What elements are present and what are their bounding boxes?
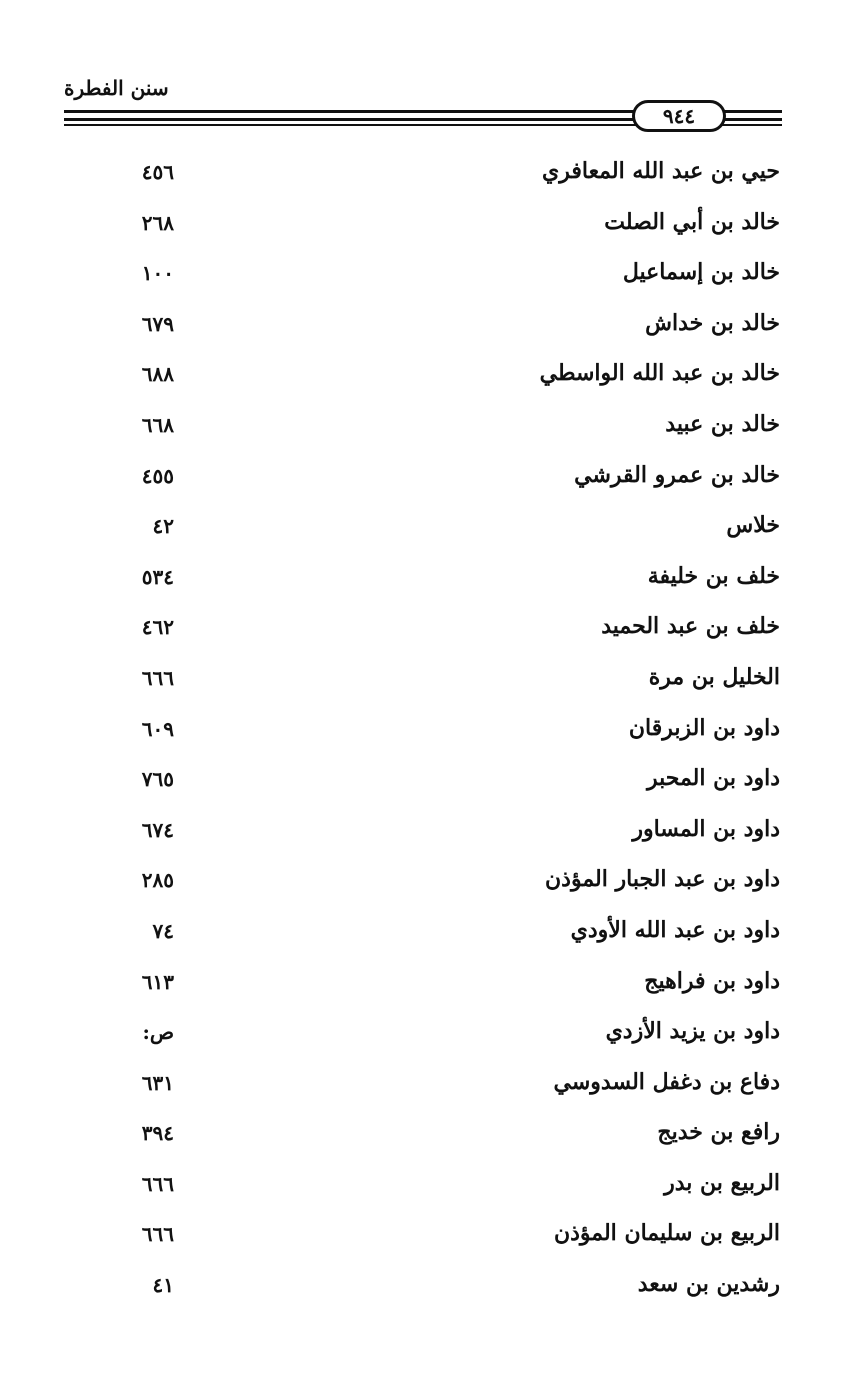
entry-page: ٦٣١: [141, 1070, 174, 1095]
index-entries: [0, 152, 868, 1316]
entry-name: داود بن فراهيج: [644, 967, 780, 994]
index-entry: [0, 1063, 868, 1114]
entry-page: ٢٦٨: [141, 210, 174, 235]
entry-page: ٦٦٨: [141, 412, 174, 437]
index-entry: [0, 304, 868, 355]
index-entry: [0, 1012, 868, 1063]
entry-name: داود بن يزيد الأزدي: [605, 1018, 780, 1045]
index-entry: [0, 810, 868, 861]
index-entry: [0, 557, 868, 608]
entry-name: داود بن عبد الجبار المؤذن: [545, 866, 780, 893]
entry-name: داود بن المحبر: [646, 765, 780, 792]
entry-page: ٢٨٥: [141, 868, 174, 893]
entry-name: رشدين بن سعد: [637, 1271, 780, 1298]
entry-page: ٦٦٦: [141, 1171, 174, 1196]
entry-page: ٤٢: [152, 514, 174, 539]
index-entry: [0, 506, 868, 557]
entry-page: ١٠٠: [141, 261, 174, 286]
index-entry: [0, 1265, 868, 1316]
entry-page: ٦٧٤: [141, 817, 174, 842]
index-entry: [0, 253, 868, 304]
index-entry: [0, 203, 868, 254]
index-entry: [0, 152, 868, 203]
entry-name: داود بن عبد الله الأودي: [570, 916, 780, 943]
index-entry: [0, 709, 868, 760]
index-entry: [0, 1214, 868, 1265]
entry-name: الربيع بن بدر: [664, 1169, 780, 1196]
index-entry: [0, 1164, 868, 1215]
entry-name: خلف بن عبد الحميد: [601, 613, 780, 640]
page-number-badge: ٩٤٤: [632, 100, 726, 132]
entry-name: داود بن المساور: [632, 815, 780, 842]
entry-name: رافع بن خديج: [657, 1119, 780, 1146]
index-entry: [0, 962, 868, 1013]
entry-name: الخليل بن مرة: [648, 663, 780, 690]
index-entry: [0, 405, 868, 456]
entry-page: ص:: [142, 1020, 174, 1045]
entry-page: ٦٧٩: [141, 311, 174, 336]
index-entry: [0, 860, 868, 911]
index-entry: [0, 456, 868, 507]
entry-page: ٦٨٨: [141, 362, 174, 387]
index-entry: [0, 759, 868, 810]
entry-page: ٧٤: [152, 918, 174, 943]
entry-page: ٤٥٥: [141, 463, 174, 488]
entry-name: خالد بن عمرو القرشي: [574, 461, 780, 488]
entry-page: ٦٠٩: [141, 716, 174, 741]
index-entry: [0, 354, 868, 405]
entry-page: ٣٩٤: [141, 1121, 174, 1146]
index-entry: [0, 658, 868, 709]
entry-page: ٧٦٥: [141, 767, 174, 792]
index-entry: [0, 607, 868, 658]
entry-name: داود بن الزبرقان: [628, 714, 780, 741]
entry-name: حيي بن عبد الله المعافري: [541, 158, 780, 184]
entry-page: ٥٣٤: [141, 564, 174, 589]
entry-page: ٦١٣: [141, 969, 174, 994]
entry-page: ٤١: [152, 1273, 174, 1298]
entry-page: ٤٥٦: [141, 160, 174, 184]
index-entry: [0, 911, 868, 962]
entry-page: ٦٦٦: [141, 1222, 174, 1247]
entry-page: ٦٦٦: [141, 665, 174, 690]
index-entry: [0, 1113, 868, 1164]
entry-name: خلف بن خليفة: [647, 562, 780, 589]
entry-name: دفاع بن دغفل السدوسي: [553, 1068, 780, 1095]
entry-name: الربيع بن سليمان المؤذن: [553, 1220, 780, 1247]
running-header-title: سنن الفطرة: [64, 76, 169, 100]
entry-name: خالد بن عبد الله الواسطي: [539, 360, 780, 387]
entry-name: خلاس: [726, 512, 780, 539]
entry-page: ٤٦٢: [141, 615, 174, 640]
entry-name: خالد بن إسماعيل: [622, 259, 780, 286]
entry-name: خالد بن عبيد: [665, 410, 780, 437]
entry-name: خالد بن أبي الصلت: [604, 208, 780, 235]
entry-name: خالد بن خداش: [645, 309, 780, 336]
